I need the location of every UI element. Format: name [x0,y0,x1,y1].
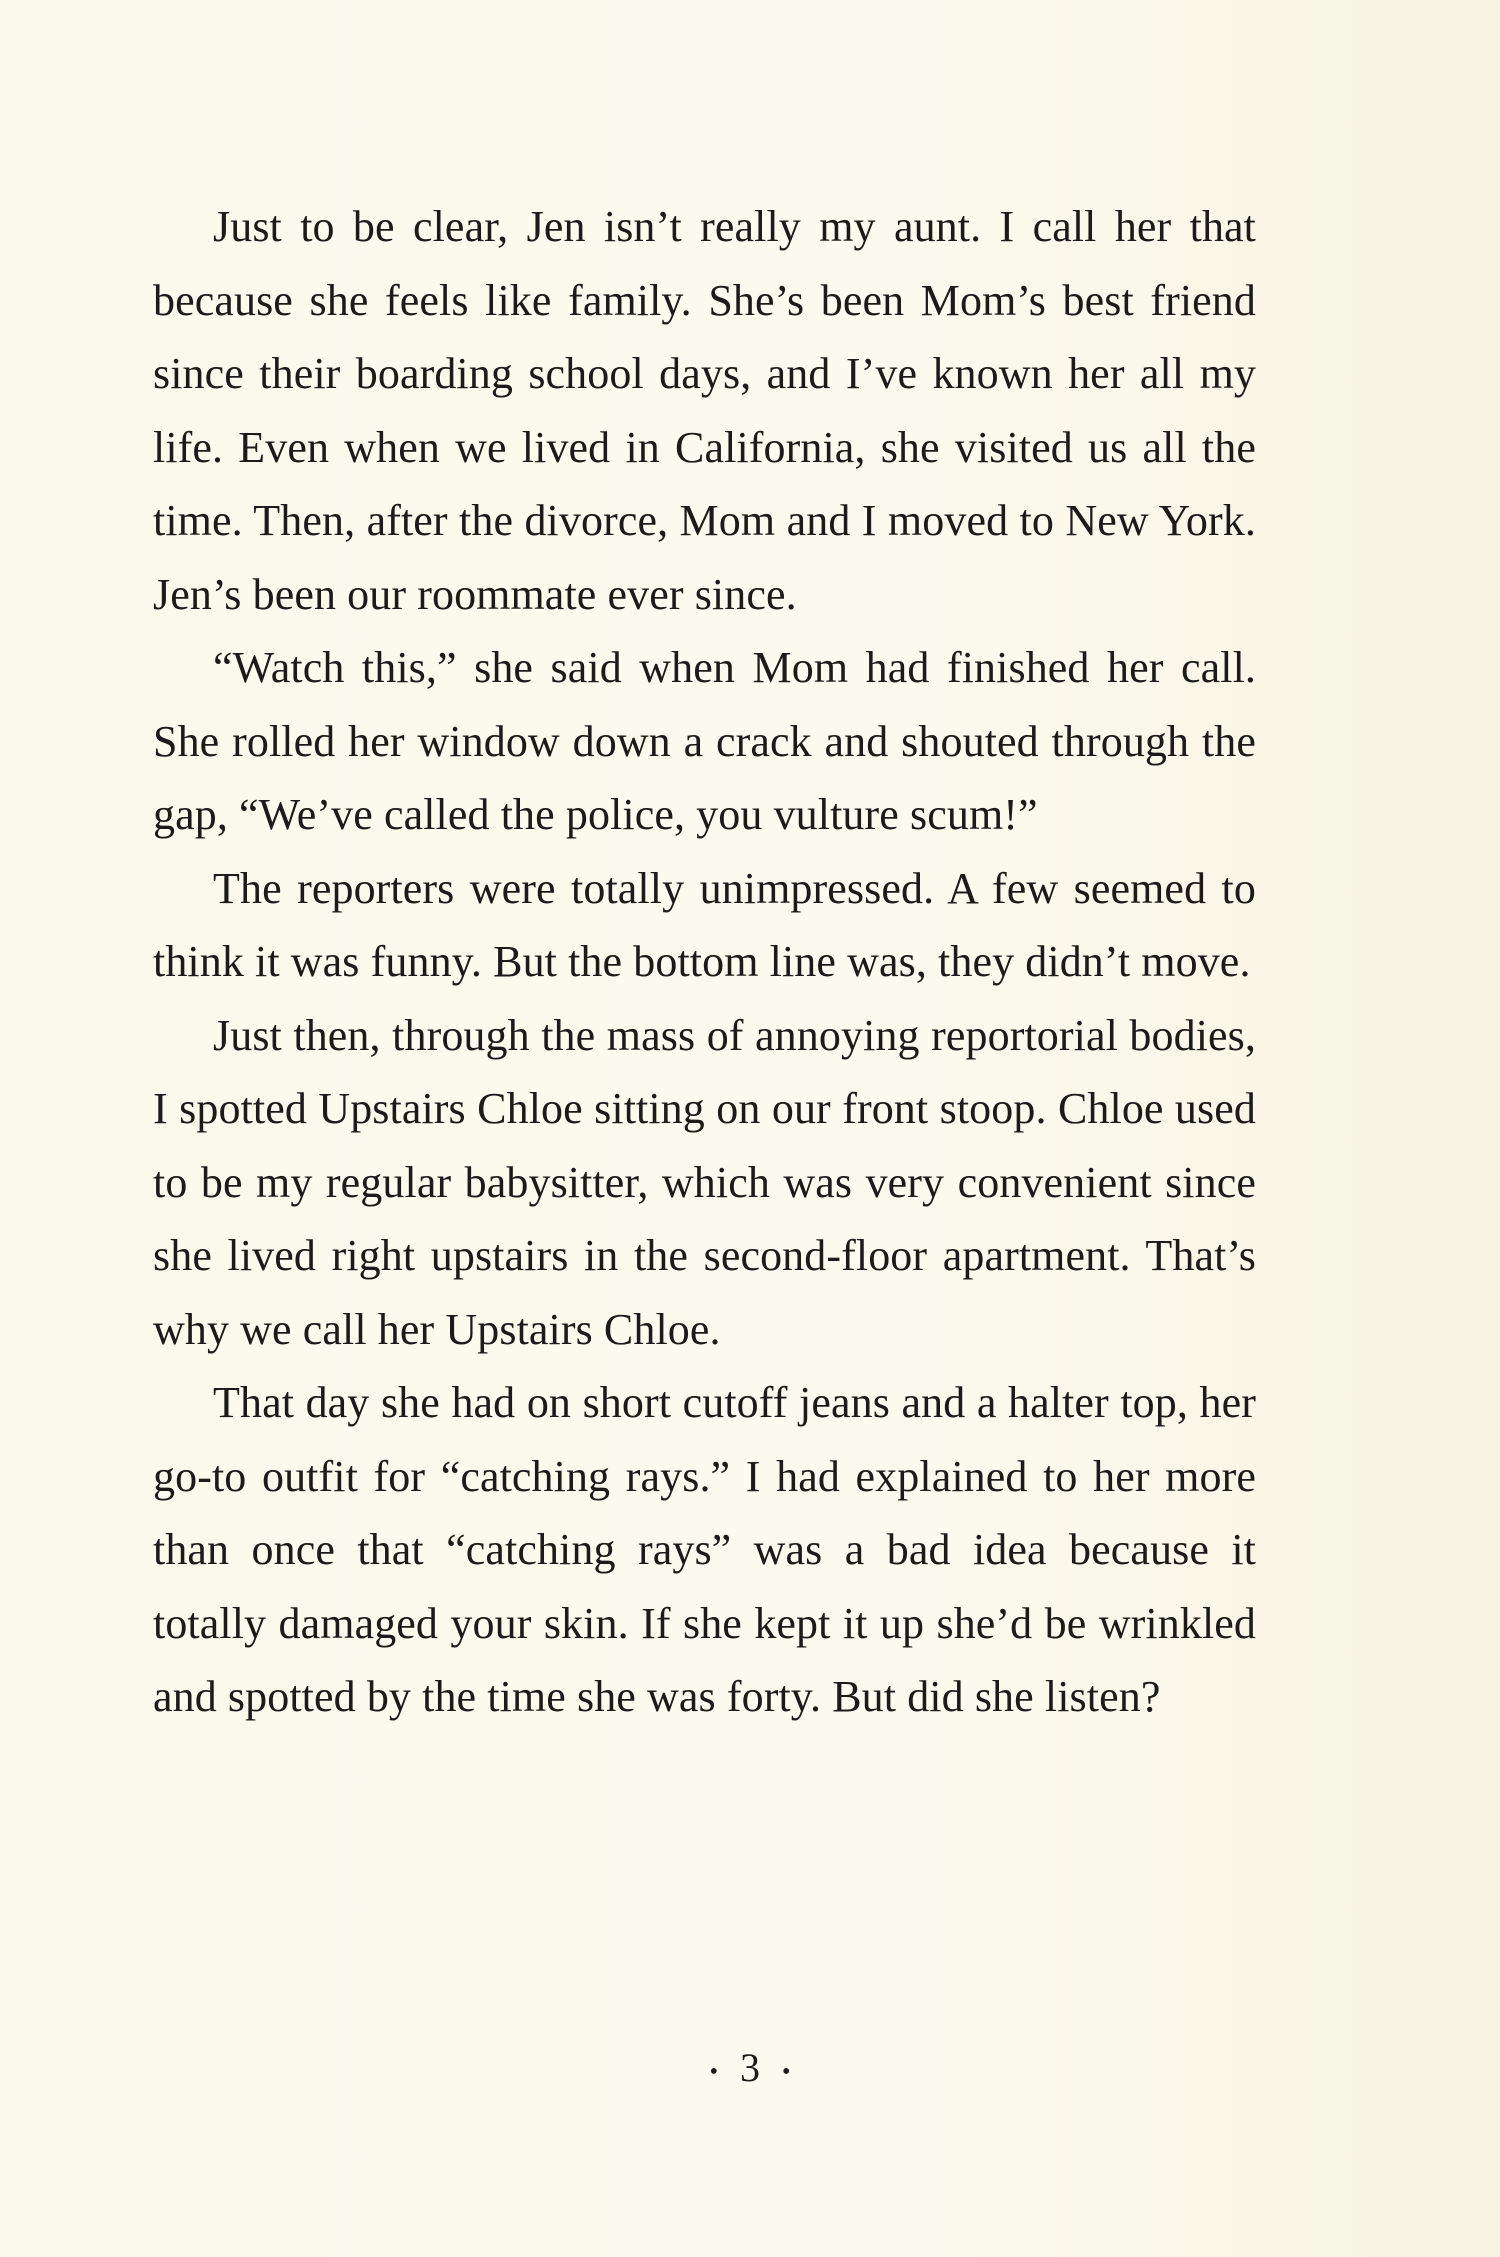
page-number: 3 [740,2045,760,2090]
page-number-footer [0,2044,1500,2096]
paragraph-1: Just to be clear, Jen isn’t really my aunt. I call her that because she feels like family. She’s been Mom’s best friend since their boarding school days, and I’ve known her all my life. Even when we lived in California, she visited us all the time. Then, after the divorce, Mom and I moved to New York. Jen’s been our roommate ever since. [153,202,1256,619]
paragraph-3: The reporters were totally unimpressed. A few seemed to think it was funny. But the bottom line was, they didn’t move. [153,863,1256,986]
paragraph-5: That day she had on short cutoff jeans and a halter top, her go-to outfit for “catching rays.” I had explained to her more than once that “catching rays” was a bad idea because it totally damaged your skin. If she kept it up she’d be wrinkled and spotted by the time she was forty. But did she listen? [153,1378,1256,1721]
body-text [153,190,1256,1734]
paragraph-4: Just then, through the mass of annoying reportorial bodies, I spotted Upstairs Chloe sitting on our front stoop. Chloe used to be my regular babysitter, which was very convenient since she lived right upstairs in the second-floor apartment. That’s why we call her Upstairs Chloe. [153,1010,1256,1354]
bullet-icon: • [782,2058,791,2085]
paragraph-2: “Watch this,” she said when Mom had finished her call. She rolled her window down a crack and shouted through the gap, “We’ve called the police, you vulture scum!” [153,643,1256,839]
bullet-icon: • [709,2058,718,2085]
